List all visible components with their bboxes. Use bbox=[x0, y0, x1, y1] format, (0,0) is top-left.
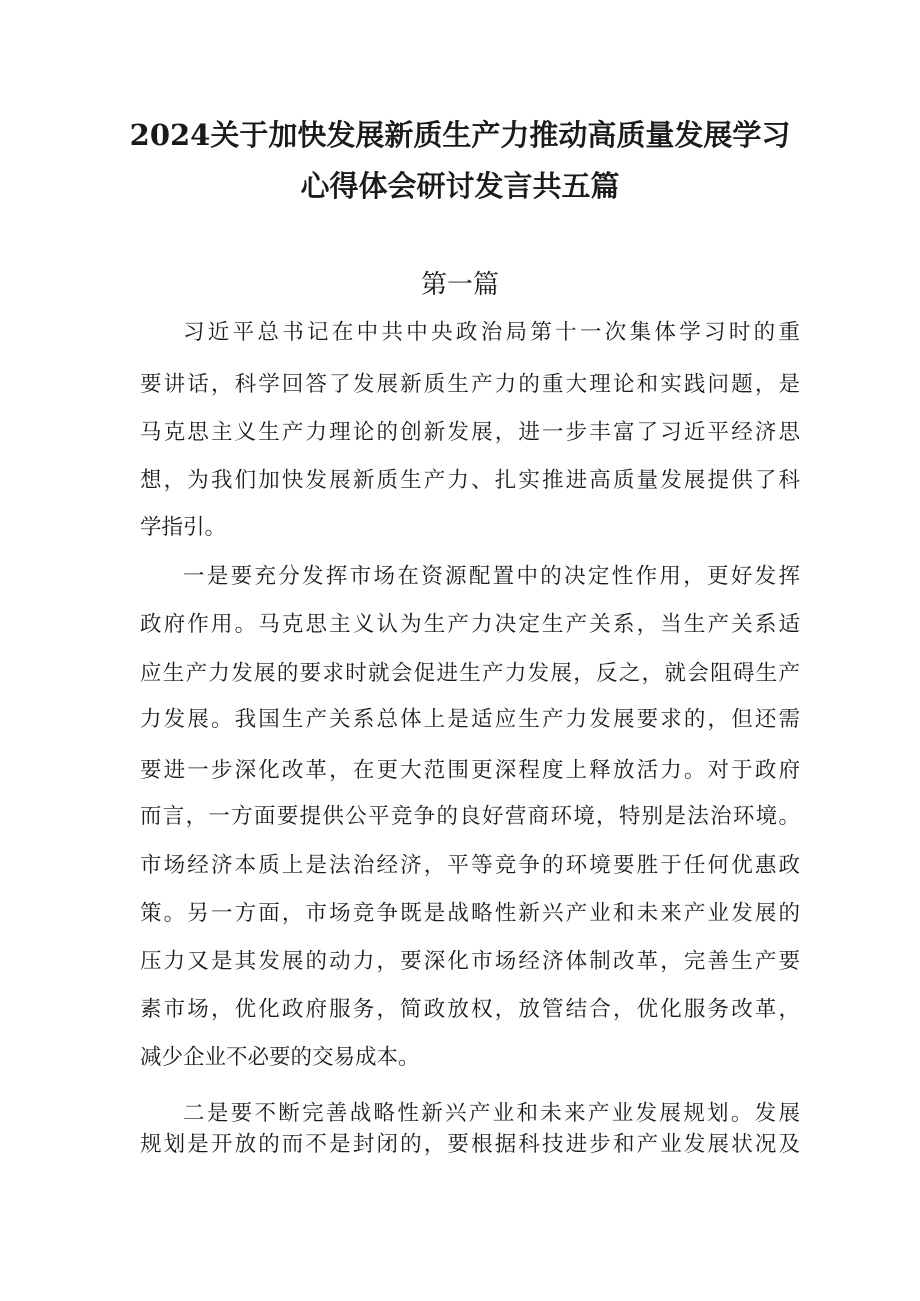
paragraph-2-line: 而言，一方面要提供公平竞争的良好营商环境，特别是法治环境。 bbox=[140, 804, 800, 829]
paragraph-2-line: 压力又是其发展的动力，要深化市场经济体制改革，完善生产要 bbox=[140, 949, 800, 974]
paragraph-3-line: 二是要不断完善战略性新兴产业和未来产业发展规划。发展 bbox=[183, 1101, 800, 1126]
document-title-line-2: 心得体会研讨发言共五篇 bbox=[300, 169, 620, 203]
paragraph-2-line: 要进一步深化改革，在更大范围更深程度上释放活力。对于政府 bbox=[140, 758, 800, 783]
paragraph-2-line: 市场经济本质上是法治经济，平等竞争的环境要胜于任何优惠政 bbox=[140, 853, 800, 878]
paragraph-1-line: 马克思主义生产力理论的创新发展，进一步丰富了习近平经济思 bbox=[140, 420, 800, 445]
paragraph-2-line: 素市场，优化政府服务，简政放权，放管结合，优化服务改革， bbox=[140, 997, 800, 1022]
paragraph-1-line: 习近平总书记在中共中央政治局第十一次集体学习时的重 bbox=[183, 320, 800, 345]
paragraph-3-line: 规划是开放的而不是封闭的，要根据科技进步和产业发展状况及 bbox=[140, 1132, 800, 1157]
paragraph-1-line: 学指引。 bbox=[140, 515, 227, 540]
paragraph-2-line: 力发展。我国生产关系总体上是适应生产力发展要求的，但还需 bbox=[140, 707, 800, 732]
paragraph-1-line: 要讲话，科学回答了发展新质生产力的重大理论和实践问题，是 bbox=[140, 372, 800, 397]
paragraph-1-line: 想，为我们加快发展新质生产力、扎实推进高质量发展提供了科 bbox=[140, 468, 800, 493]
paragraph-2-line: 减少企业不必要的交易成本。 bbox=[140, 1045, 420, 1070]
paragraph-2-line: 应生产力发展的要求时就会促进生产力发展，反之，就会阻碍生产 bbox=[140, 661, 800, 686]
section-heading: 第一篇 bbox=[420, 270, 499, 300]
paragraph-2-line: 策。另一方面，市场竞争既是战略性新兴产业和未来产业发展的 bbox=[140, 901, 800, 926]
document-title-line-1: 2024关于加快发展新质生产力推动高质量发展学习 bbox=[129, 118, 791, 152]
paragraph-2-line: 政府作用。马克思主义认为生产力决定生产关系，当生产关系适 bbox=[140, 612, 800, 637]
paragraph-2-line: 一是要充分发挥市场在资源配置中的决定性作用，更好发挥 bbox=[183, 564, 800, 589]
